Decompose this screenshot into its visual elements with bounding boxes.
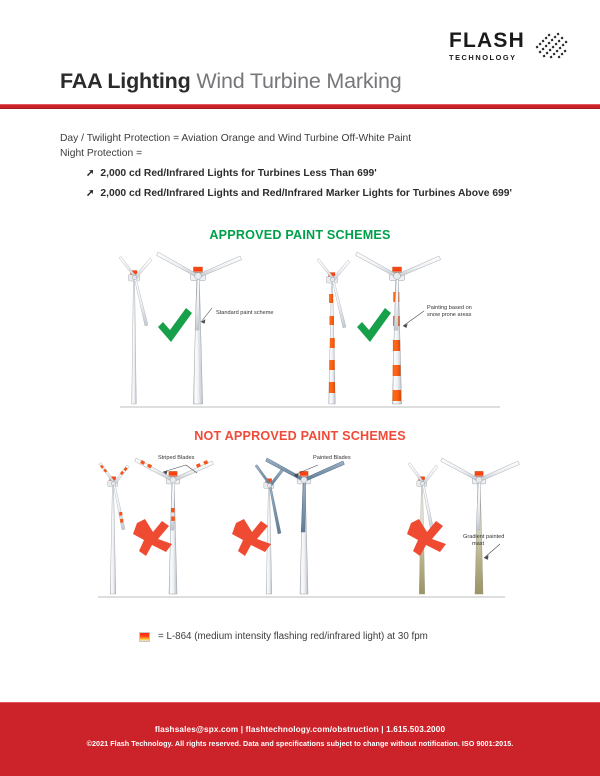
turbine-small-striped-blades [99, 463, 129, 594]
annotation-painted-blades: Painted Blades [313, 455, 351, 461]
logo-technology-text: TECHNOLOGY [449, 53, 517, 62]
arrow-up-right-icon: ➚ [86, 188, 95, 199]
page-title [60, 69, 401, 94]
arrow-up-right-icon: ➚ [86, 168, 95, 179]
brand-logo [449, 30, 568, 61]
page-footer [0, 706, 600, 776]
red-x-icon [407, 519, 446, 556]
spec-day-twilight: Day / Twilight Protection = Aviation Orange and Wind Turbine Off-White Paint [60, 133, 412, 144]
spec-bullet-label: 2,000 cd Red/Infrared Lights for Turbines Less Than 699' [100, 168, 377, 179]
footer-copyright-line: ©2021 Flash Technology. All rights reserved. Data and specifications subject to change without notification. ISO 9001:2015. [86, 739, 514, 748]
turbine-large-snow-prone [356, 252, 441, 404]
spec-night: Night Protection = [60, 148, 143, 159]
red-x-icon [133, 519, 172, 556]
logo-wordmark [449, 30, 525, 61]
diagonal-hatch-mark-icon [534, 30, 568, 60]
turbine-large-standard [157, 252, 242, 404]
approved-schemes-illustration [0, 246, 600, 422]
page-title-light: Wind Turbine Marking [196, 69, 402, 93]
red-x-icon [232, 519, 271, 556]
spec-bullet-item [86, 187, 570, 201]
legend-label: = L-864 (medium intensity flashing red/infrared light) at 30 fpm [158, 631, 428, 642]
turbine-small-snow-prone [317, 259, 350, 405]
annotation-standard-paint-scheme: Standard paint scheme [216, 310, 274, 316]
annotation-gradient-mast-line2: mast [472, 541, 485, 547]
not-approved-schemes-illustration [0, 448, 600, 614]
green-check-icon [158, 308, 192, 342]
annotation-snow-prone-line1: Painting based on [427, 305, 472, 311]
page-title-bold: FAA Lighting [60, 69, 191, 93]
annotation-gradient-mast-line1: Gradient painted [463, 534, 505, 540]
turbine-large-gradient-mast [441, 458, 520, 594]
turbine-small-standard [119, 257, 152, 405]
green-check-icon [357, 308, 391, 342]
l864-light-swatch-icon [139, 632, 150, 642]
specification-block [60, 131, 570, 201]
legend [139, 631, 428, 642]
logo-flash-text: FLASH [449, 29, 525, 52]
spec-bullet-label: 2,000 cd Red/Infrared Lights and Red/Infrared Marker Lights for Turbines Above 699' [100, 188, 512, 199]
not-approved-section-heading: NOT APPROVED PAINT SCHEMES [194, 429, 406, 443]
page-header [0, 0, 600, 108]
annotation-striped-blades: Striped Blades [158, 455, 195, 461]
spec-bullet-item [86, 167, 570, 181]
approved-section-heading: APPROVED PAINT SCHEMES [209, 228, 391, 242]
footer-contact-line[interactable]: flashsales@spx.com | flashtechnology.com/obstruction | 1.615.503.2000 [154, 725, 446, 734]
annotation-snow-prone-line2: snow prone areas [427, 312, 472, 318]
header-divider [0, 104, 600, 109]
